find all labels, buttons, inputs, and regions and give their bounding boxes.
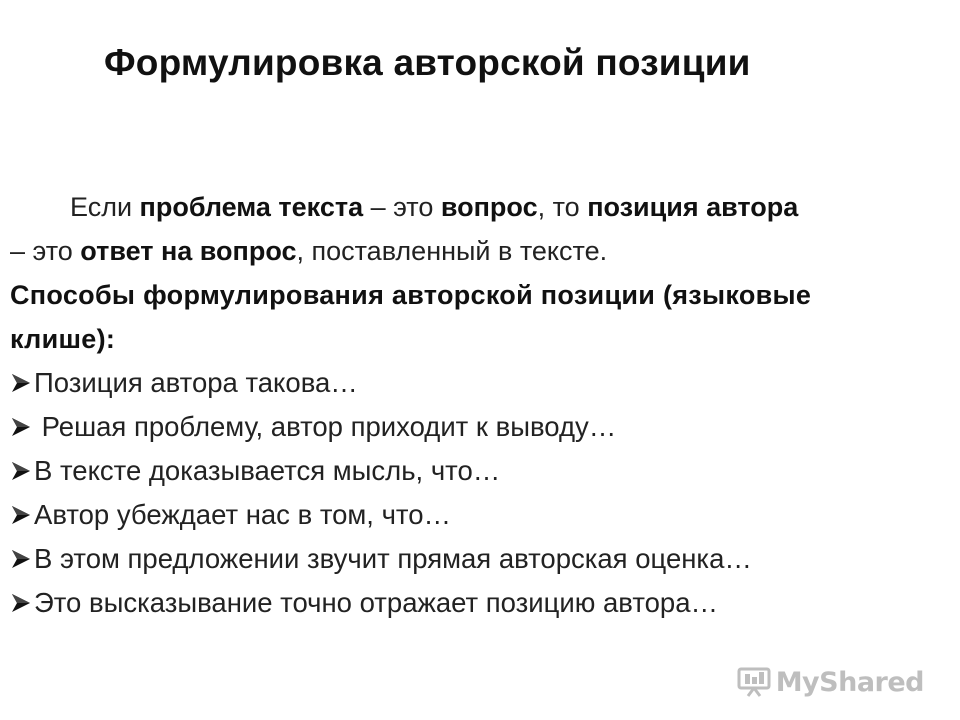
arrow-bullet-icon <box>10 415 32 439</box>
text-run: Если <box>70 192 140 222</box>
text-run: , то <box>537 192 588 222</box>
section-heading-line-2: клише): <box>10 324 116 354</box>
list-item <box>10 537 950 581</box>
watermark-text: MyShared <box>775 666 924 698</box>
list-item <box>10 405 950 449</box>
arrow-bullet-icon <box>10 591 32 615</box>
arrow-bullet-icon <box>10 503 32 527</box>
cliche-list <box>10 361 950 625</box>
text-run-bold: позиция автора <box>587 192 799 222</box>
presentation-board-icon <box>736 666 772 698</box>
list-item <box>10 581 950 625</box>
list-item-text: В тексте доказывается мысль, что… <box>34 455 501 486</box>
paragraph-line-2 <box>10 229 950 273</box>
section-heading-line-1: Способы формулирования авторской позиции (языковые <box>10 280 812 310</box>
list-item-text: Это высказывание точно отражает позицию автора… <box>34 587 718 618</box>
arrow-bullet-icon <box>10 547 32 571</box>
watermark <box>736 666 924 698</box>
text-run-bold: ответ на вопрос <box>80 236 297 266</box>
list-item-text: Позиция автора такова… <box>34 367 358 398</box>
arrow-bullet-icon <box>10 371 32 395</box>
text-run: – это <box>10 236 81 266</box>
list-item <box>10 449 950 493</box>
slide-title: Формулировка авторской позиции <box>104 42 751 83</box>
list-item-text: Решая проблему, автор приходит к выводу… <box>34 411 617 442</box>
text-run: – это <box>363 192 441 222</box>
text-run-bold: вопрос <box>440 192 538 222</box>
slide-body <box>10 185 950 625</box>
list-item-text: Автор убеждает нас в том, что… <box>34 499 451 530</box>
text-run-bold: проблема текста <box>139 192 364 222</box>
list-item-text: В этом предложении звучит прямая авторская оценка… <box>34 543 752 574</box>
paragraph-line-1 <box>10 185 950 229</box>
text-run: , поставленный в тексте. <box>296 236 608 266</box>
arrow-bullet-icon <box>10 459 32 483</box>
list-item <box>10 361 950 405</box>
list-item <box>10 493 950 537</box>
